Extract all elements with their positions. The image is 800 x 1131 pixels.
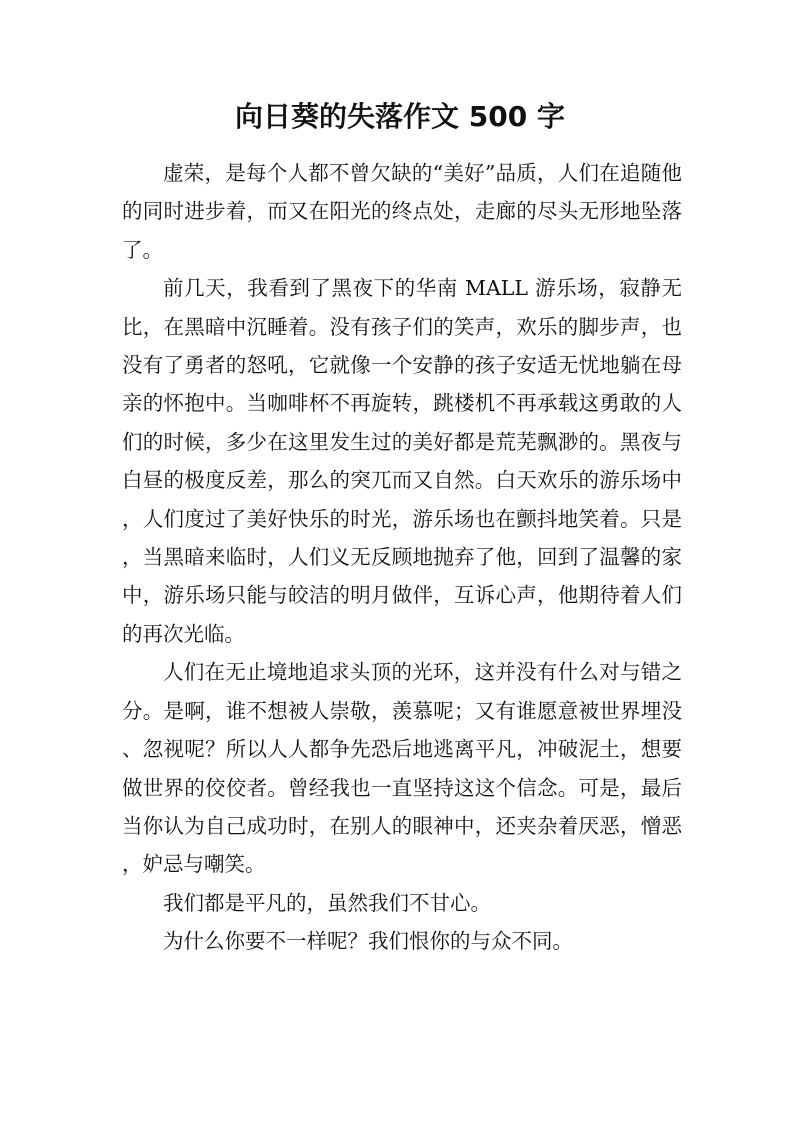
paragraph-5: 为什么你要不一样呢？我们恨你的与众不同。 xyxy=(163,929,573,954)
document-body xyxy=(122,154,682,961)
paragraph-4: 我们都是平凡的，虽然我们不甘心。 xyxy=(163,890,491,915)
paragraph-3: 人们在无止境地追求头顶的光环，这并没有什么对与错之分。是啊，谁不想被人崇敬，羡慕呢；又有谁愿意被世界埋没、忽视呢？所以人人都争先恐后地逃离平凡，冲破泥土，想要做世界的佼佼者。曾经我也一直坚持这这个信念。可是，最后当你认为自己成功时，在别人的眼神中，还夹杂着厌恶，憎恶，妒忌与嘲笑。 xyxy=(122,660,682,877)
document-title: 向日葵的失落作文 500 字 xyxy=(235,100,565,133)
paragraph-1: 虚荣，是每个人都不曾欠缺的“美好”品质，人们在追随他的同时进步着，而又在阳光的终点处，走廊的尽头无形地坠落了。 xyxy=(122,161,682,262)
paragraph-2: 前几天，我看到了黑夜下的华南 MALL 游乐场，寂静无比，在黑暗中沉睡着。没有孩子们的笑声，欢乐的脚步声，也没有了勇者的怒吼，它就像一个安静的孩子安适无忧地躺在母亲的怀抱中。当咖啡杯不再旋转，跳楼机不再承载这勇敢的人们的时候，多少在这里发生过的美好都是荒芜飘渺的。黑夜与白昼的极度反差，那么的突兀而又自然。白天欢乐的游乐场中，人们度过了美好快乐的时光，游乐场也在颤抖地笑着。只是，当黑暗来临时，人们义无反顾地抛弃了他，回到了温馨的家中，游乐场只能与皎洁的明月做伴，互诉心声，他期待着人们的再次光临。 xyxy=(122,276,682,646)
